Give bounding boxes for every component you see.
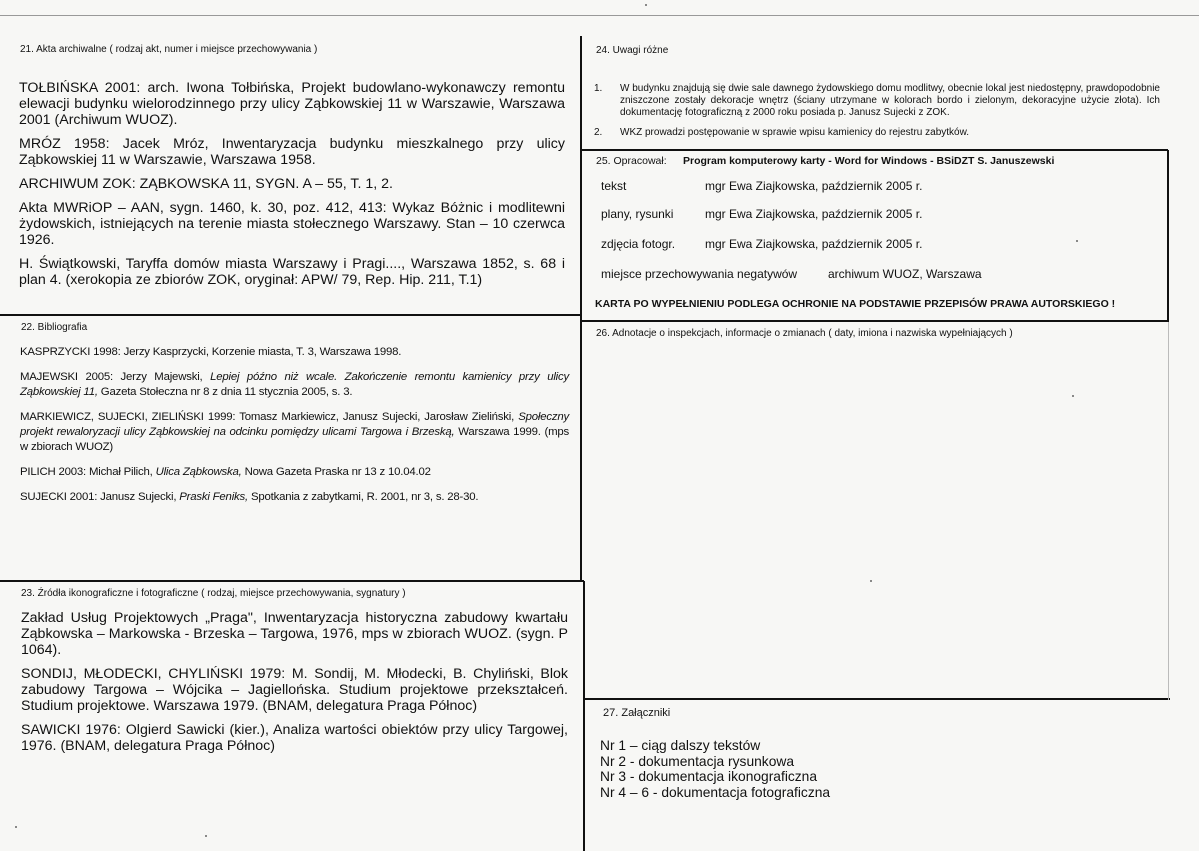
negatives-label: miejsce przechowywania negatywów	[601, 267, 798, 281]
scan-speck	[870, 580, 872, 582]
bibliography-entry	[20, 345, 569, 360]
entry-title: Praski Feniks,	[179, 491, 248, 503]
top-border	[0, 15, 1199, 16]
entry-title: Lepiej późno niż wcale. Zakończenie remontu kamienicy przy ulicy Ząbkowskiej 11,	[20, 371, 569, 398]
attachment-item: Nr 2 - dokumentacja rysunkowa	[600, 754, 795, 769]
remark-item	[594, 83, 1160, 119]
archive-entry: H. Świątkowski, Taryffa domów miasta Warszawy i Pragi...., Warszawa 1852, s. 68 i plan 4. (xerokopia ze zbiorów ZOK, oryginał: APW/ 79, Rep. Hip. 211, T.1)	[19, 256, 565, 288]
remark-item	[594, 127, 1160, 139]
author-label: plany, rysunki	[601, 207, 674, 221]
author-value: mgr Ewa Ziajkowska, październik 2005 r.	[705, 179, 923, 193]
scan-speck	[645, 4, 647, 6]
negatives-value: archiwum WUOZ, Warszawa	[828, 267, 982, 281]
bibliography-entry	[20, 410, 569, 455]
attachment-item: Nr 1 – ciąg dalszy tekstów	[600, 738, 761, 753]
archive-entry: Akta MWRiOP – AAN, sygn. 1460, k. 30, poz. 412, 413: Wykaz Bóżnic i modlitewni żydowskich, istniejących na terenie miasta stołecznego Warszawy. Stan – 10 czerwca 1926.	[19, 200, 565, 248]
entry-source: Spotkania z zabytkami, R. 2001, nr 3, s. 28-30.	[247, 491, 479, 503]
copyright-notice: KARTA PO WYPEŁNIENIU PODLEGA OCHRONIE NA PODSTAWIE PRZEPISÓW PRAWA AUTORSKIEGO !	[595, 298, 1116, 310]
attachment-item: Nr 4 – 6 - dokumentacja fotograficzna	[600, 785, 831, 800]
scan-speck	[205, 835, 207, 837]
section-22-title: 22. Bibliografia	[21, 322, 88, 333]
divider-25-26	[582, 320, 1169, 322]
section-21-title: 21. Akta archiwalne ( rodzaj akt, numer i miejsce przechowywania )	[20, 44, 318, 55]
program-info: Program komputerowy karty - Word for Windows - BSiDZT S. Januszewski	[683, 155, 1055, 167]
section-24-title: 24. Uwagi różne	[596, 45, 669, 56]
divider-22-23	[0, 580, 584, 582]
remark-text: W budynku znajdują się dwie sale dawnego żydowskiego domu modlitwy, obecnie lokal jest niedostępny, prawdopodobnie zniszczone zostały dekoracje wnętrz (ściany utrzymane w kolorach bordo i zielonym, dekoracyjne użycie złota). Ich dokumentację fotograficzną z 2000 roku posiada p. Janusz Sujecki z ZOK.	[620, 83, 1160, 118]
entry-text: SUJECKI 2001: Janusz Sujecki,	[20, 491, 180, 503]
right-edge-lower	[1168, 322, 1169, 700]
entry-text: MARKIEWICZ, SUJECKI, ZIELIŃSKI 1999: Tomasz Markiewicz, Janusz Sujecki, Jarosław Zieliński,	[20, 411, 519, 423]
section-21-body	[19, 80, 565, 296]
divider-21-22	[0, 314, 581, 316]
center-divider-lower	[583, 581, 585, 851]
divider-26-27	[584, 698, 1170, 700]
section-27-title: 27. Załączniki	[603, 707, 671, 719]
archive-entry: TOŁBIŃSKA 2001: arch. Iwona Tołbińska, Projekt budowlano-wykonawczy remontu elewacji budynku wielorodzinnego przy ulicy Ząbkowskiej 11 w Warszawie, Warszawa 2001 (Archiwum WUOZ).	[19, 80, 565, 128]
entry-title: Społeczny projekt rewaloryzacji ulicy Ząbkowskiej na odcinku pomiędzy ulicami Targowa i Brzeską,	[20, 411, 569, 438]
scan-speck	[15, 826, 17, 828]
author-label: tekst	[601, 179, 627, 193]
center-divider	[580, 36, 582, 581]
bibliography-entry	[20, 490, 569, 505]
scan-speck	[1076, 240, 1078, 242]
author-label: zdjęcia fotogr.	[601, 237, 676, 251]
entry-source: Gazeta Stołeczna nr 8 z dnia 11 stycznia 2005, s. 3.	[97, 386, 353, 398]
remark-number: 1.	[594, 83, 603, 94]
archive-entry: ARCHIWUM ZOK: ZĄBKOWSKA 11, SYGN. A – 55, T. 1, 2.	[19, 176, 393, 192]
entry-text: KASPRZYCKI 1998: Jerzy Kasprzycki, Korzenie miasta, T. 3, Warszawa 1998.	[20, 346, 402, 358]
divider-24-25	[582, 149, 1168, 151]
bibliography-entry	[20, 465, 569, 480]
entry-text: PILICH 2003: Michał Pilich,	[20, 466, 156, 478]
bibliography-list	[20, 345, 569, 515]
scan-speck	[1072, 395, 1074, 397]
entry-source: Nowa Gazeta Praska nr 13 z 10.04.02	[241, 466, 431, 478]
entry-source: Warszawa 1999. (mps w zbiorach WUOZ)	[20, 426, 569, 453]
iconography-entry: SAWICKI 1976: Olgierd Sawicki (kier.), Analiza wartości obiektów przy ulicy Targowej, 1976. (BNAM, delegatura Praga Północ)	[21, 722, 568, 754]
author-value: mgr Ewa Ziajkowska, październik 2005 r.	[705, 237, 923, 251]
bibliography-entry	[20, 370, 569, 400]
remark-number: 2.	[594, 127, 603, 138]
attachment-item: Nr 3 - dokumentacja ikonograficzna	[600, 769, 818, 784]
entry-text: MAJEWSKI 2005: Jerzy Majewski,	[20, 371, 211, 383]
iconography-entry: Zakład Usług Projektowych „Praga", Inwentaryzacja historyczna zabudowy kwartału Ząbkowska – Markowska - Brzeska – Targowa, 1976, mps w zbiorach WUOZ. (sygn. P 1064).	[21, 610, 568, 658]
author-value: mgr Ewa Ziajkowska, październik 2005 r.	[705, 207, 923, 221]
right-edge-upper	[1167, 150, 1169, 322]
remarks-list	[594, 83, 1160, 145]
section-26-title: 26. Adnotacje o inspekcjach, informacje o zmianach ( daty, imiona i nazwiska wypełniających )	[596, 328, 1013, 339]
iconography-entry: SONDIJ, MŁODECKI, CHYLIŃSKI 1979: M. Sondij, M. Młodecki, B. Chyliński, Blok zabudowy Targowa – Wójcika – Jagiellońska. Studium projektowe przekształceń. Studium projektowe. Warszawa 1979. (BNAM, delegatura Praga Północ)	[21, 666, 568, 714]
section-23-body	[21, 610, 568, 762]
remark-text: WKZ prowadzi postępowanie w sprawie wpisu kamienicy do rejestru zabytków.	[620, 127, 970, 138]
section-23-title: 23. Źródła ikonograficzne i fotograficzne ( rodzaj, miejsce przechowywania, sygnatury )	[21, 588, 406, 599]
section-25-title: 25. Opracował:	[596, 155, 667, 167]
entry-title: Ulica Ząbkowska,	[155, 466, 242, 478]
archive-entry: MRÓZ 1958: Jacek Mróz, Inwentaryzacja budynku mieszkalnego przy ulicy Ząbkowskiej 11 w Warszawie, Warszawa 1958.	[19, 136, 565, 168]
